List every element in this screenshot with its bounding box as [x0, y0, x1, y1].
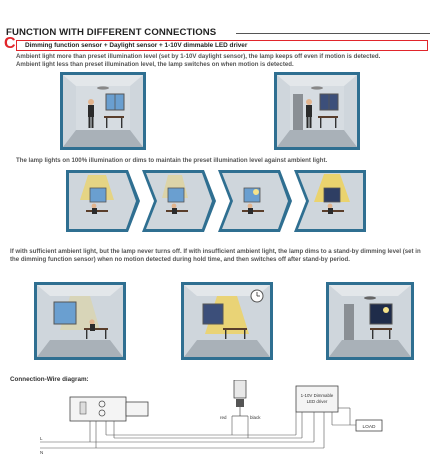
wiring-diagram [40, 380, 432, 456]
sequence-frame-2 [142, 170, 216, 232]
room-scene-4 [181, 282, 273, 360]
line-l-label: L [40, 436, 43, 441]
room-scene-3 [34, 282, 126, 360]
led-driver [296, 386, 338, 412]
sequence-frame-4 [294, 170, 366, 232]
wiring-section-title: Connection-Wire diagram: [10, 376, 89, 383]
room-scene-1 [60, 72, 146, 150]
paragraph-1-line-1: Ambient light more than preset illumination level (set by 1-10V daylight sensor), the lamp keeps off even if motion is detected. [16, 53, 381, 60]
subtitle-box [16, 40, 428, 51]
dimming-sensor-unit [70, 397, 148, 421]
room-scene-5 [326, 282, 414, 360]
line-n-label: N [40, 450, 44, 455]
paragraph-3: If with sufficient ambient light, but the lamp never turns off. If with insufficient ambient light, the lamp dims to a stand-by dimming level (set in the dimming function sensor) when no motion detected during hold time, and then switches off after stand-by period. [10, 248, 421, 263]
section-letter: C [4, 35, 16, 52]
sequence-frame-3 [218, 170, 292, 232]
sequence-frame-1 [66, 170, 140, 232]
page-title: FUNCTION WITH DIFFERENT CONNECTIONS [6, 27, 217, 38]
black-wire-label: black [250, 415, 261, 420]
room-scene-2 [274, 72, 360, 150]
paragraph-1-line-2: Ambient light less than preset illumination level, the lamp switches on when motion is detected. [16, 61, 294, 68]
dimming-sequence [66, 170, 366, 232]
driver-label-line-1: 1-10V Dimmable [300, 393, 334, 398]
subtitle-text: Dimming function sensor + Daylight sensor + 1-10V dimmable LED driver [25, 42, 248, 49]
load-label: LOAD [362, 425, 376, 430]
driver-label-line-2: LED driver [306, 399, 328, 404]
daylight-sensor [232, 380, 248, 416]
red-wire-label: red [220, 415, 227, 420]
paragraph-2: The lamp lights on 100% illumination or dims to maintain the preset illumination level against ambient light. [16, 157, 328, 164]
title-divider [236, 33, 430, 34]
load-box [356, 420, 382, 431]
